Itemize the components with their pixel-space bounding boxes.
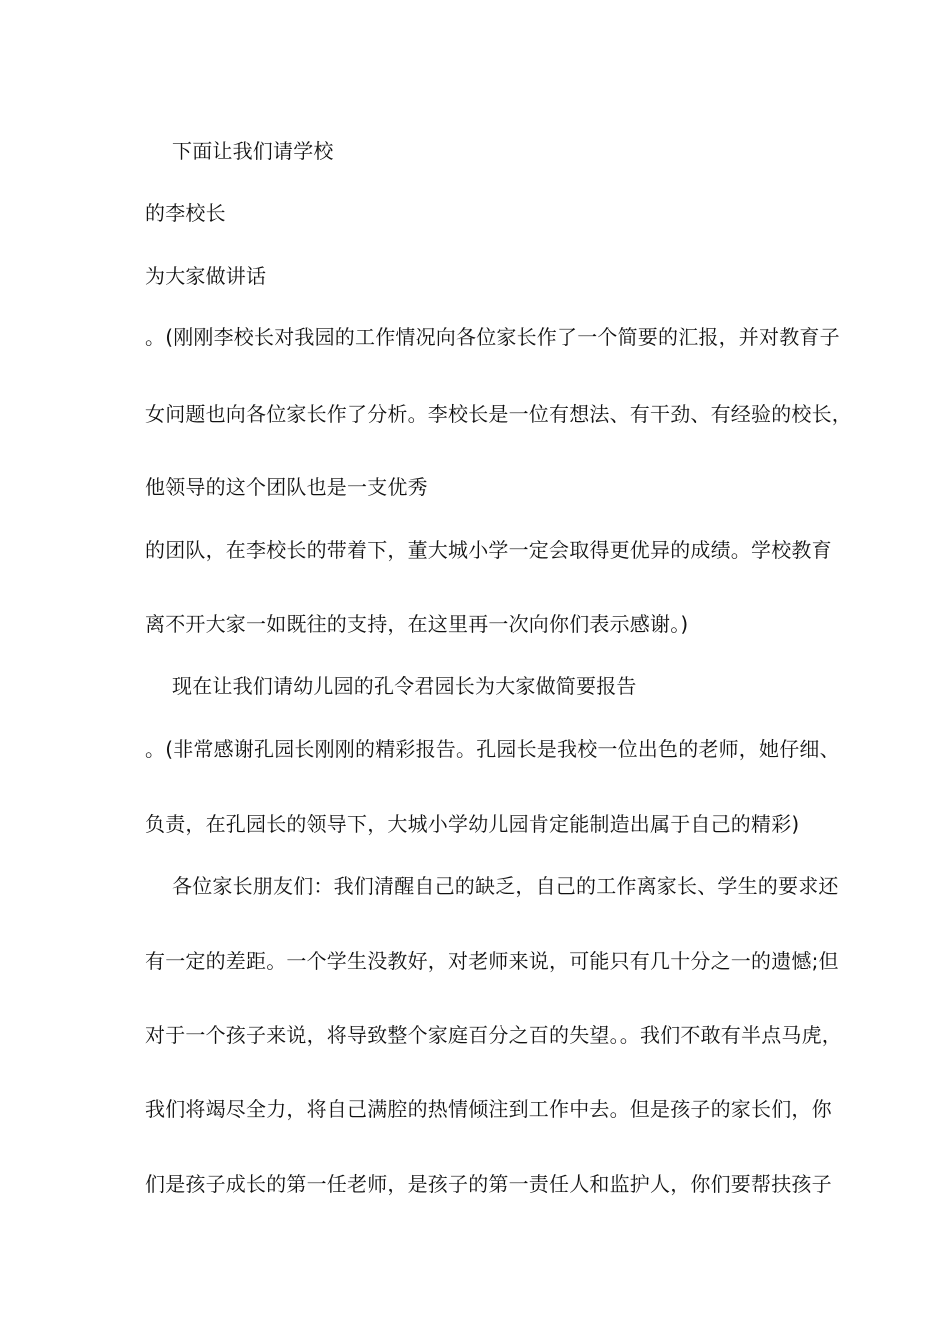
text-line: 对于一个孩子来说，将导致整个家庭百分之百的失望。。我们不敢有半点马虎， <box>145 1023 842 1047</box>
text-line: 的团队，在李校长的带着下，董大城小学一定会取得更优异的成绩。学校教育 <box>145 538 832 562</box>
text-line: 各位家长朋友们：我们清醒自己的缺乏，自己的工作离家长、学生的要求还 <box>172 874 839 898</box>
text-line: 。(刚刚李校长对我园的工作情况向各位家长作了一个简要的汇报，并对教育子 <box>145 325 840 349</box>
text-line: 女问题也向各位家长作了分析。李校长是一位有想法、有干劲、有经验的校长， <box>145 402 852 426</box>
text-line: 离不开大家一如既往的支持，在这里再一次向你们表示感谢。) <box>145 612 689 636</box>
text-line: 。(非常感谢孔园长刚刚的精彩报告。孔园长是我校一位出色的老师，她仔细、 <box>145 737 840 761</box>
text-line: 的李校长 <box>145 201 226 225</box>
text-line: 们是孩子成长的第一任老师，是孩子的第一责任人和监护人，你们要帮扶孩子 <box>145 1172 832 1196</box>
text-line: 现在让我们请幼儿园的孔令君园长为大家做简要报告 <box>172 674 637 698</box>
text-line: 为大家做讲话 <box>145 264 267 288</box>
text-line: 我们将竭尽全力，将自己满腔的热情倾注到工作中去。但是孩子的家长们，你 <box>145 1097 832 1121</box>
text-line: 下面让我们请学校 <box>172 139 334 163</box>
text-line: 负责，在孔园长的领导下，大城小学幼儿园肯定能制造出属于自己的精彩) <box>145 812 800 836</box>
text-line: 有一定的差距。一个学生没教好，对老师来说，可能只有几十分之一的遗憾;但 <box>145 949 839 973</box>
text-line: 他领导的这个团队也是一支优秀 <box>145 475 428 499</box>
